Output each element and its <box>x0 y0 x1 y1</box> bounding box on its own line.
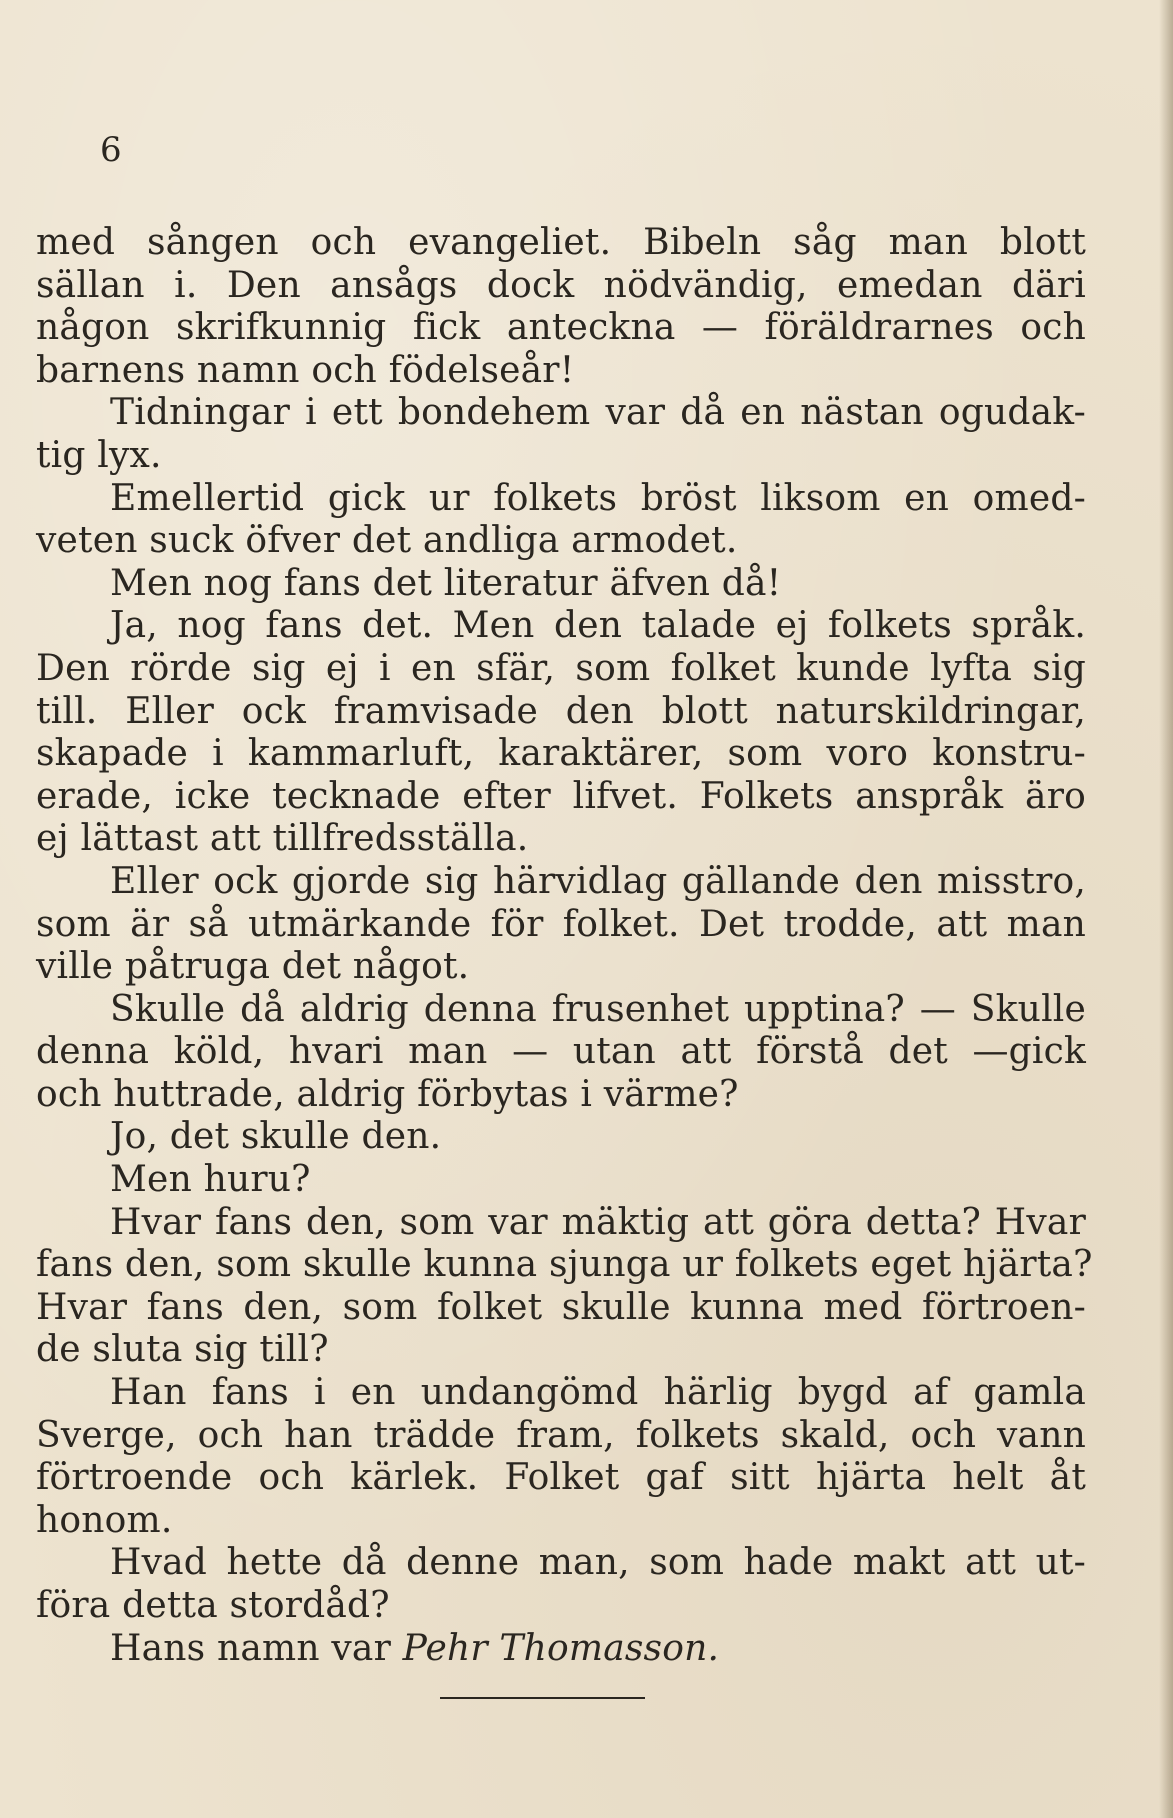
text-line: Hvad hette då denne man, som hade makt att ut- <box>110 1542 1086 1584</box>
text-line: Skulle då aldrig denna frusenhet upptina? — Skulle <box>110 988 1086 1030</box>
text-line: Tidningar i ett bondehem var då en nästan ogudak- <box>110 392 1086 434</box>
text-line: Hvar fans den, som folket skulle kunna med förtroen- <box>36 1286 1086 1328</box>
text-line: till. Eller ock framvisade den blott naturskildringar, <box>36 690 1086 732</box>
final-line-prefix: Hans namn var <box>110 1627 403 1669</box>
text-line: Sverge, och han trädde fram, folkets skald, och vann <box>36 1414 1086 1456</box>
text-line: Men nog fans det literatur äfven då! <box>110 562 782 604</box>
text-line: Hvar fans den, som var mäktig att göra detta? Hvar <box>110 1201 1086 1243</box>
text-line: Jo, det skulle den. <box>110 1116 442 1158</box>
page-edge-shadow <box>1159 0 1173 1818</box>
author-name: Pehr Thomasson. <box>402 1627 720 1669</box>
text-line: någon skrifkunnig fick anteckna — föräldrarnes och <box>36 307 1086 349</box>
text-line: ej lättast att tillfredsställa. <box>36 818 529 860</box>
text-line: ville påtruga det något. <box>36 946 470 988</box>
text-line: veten suck öfver det andliga armodet. <box>36 520 738 562</box>
text-line: fans den, som skulle kunna sjunga ur folkets eget hjärta? <box>36 1244 1093 1286</box>
body-text <box>36 222 1093 1670</box>
text-line: förtroende och kärlek. Folket gaf sitt hjärta helt åt <box>36 1457 1086 1499</box>
text-line: Eller ock gjorde sig härvidlag gällande den misstro, <box>110 860 1086 902</box>
page-number: 6 <box>100 130 122 170</box>
text-line: Han fans i en undangömd härlig bygd af gamla <box>110 1372 1086 1414</box>
final-line <box>36 1628 1086 1671</box>
text-line: med sången och evangeliet. Bibeln såg man blott <box>36 222 1086 263</box>
text-line: Den rörde sig ej i en sfär, som folket kunde lyfta sig <box>36 647 1086 689</box>
text-line: skapade i kammarluft, karaktärer, som voro konstru- <box>36 733 1086 775</box>
text-line: Men huru? <box>110 1159 311 1201</box>
text-line: denna köld, hvari man — utan att förstå det —gick <box>36 1031 1086 1073</box>
text-line: Ja, nog fans det. Men den talade ej folkets språk. <box>110 605 1086 647</box>
text-line: föra detta stordåd? <box>36 1585 390 1626</box>
text-line: barnens namn och födelseår! <box>36 349 575 391</box>
text-line: tig lyx. <box>36 434 162 476</box>
section-divider <box>440 1697 645 1699</box>
text-line: Emellertid gick ur folkets bröst liksom en omed- <box>110 477 1086 519</box>
text-line: och huttrade, aldrig förbytas i värme? <box>36 1073 739 1115</box>
text-line: erade, icke tecknade efter lifvet. Folkets anspråk äro <box>36 775 1086 817</box>
text-line: sällan i. Den ansågs dock nödvändig, emedan däri <box>36 264 1086 306</box>
text-line: de sluta sig till? <box>36 1329 329 1371</box>
text-line: honom. <box>36 1499 173 1541</box>
text-line: som är så utmärkande för folket. Det trodde, att man <box>36 903 1086 945</box>
